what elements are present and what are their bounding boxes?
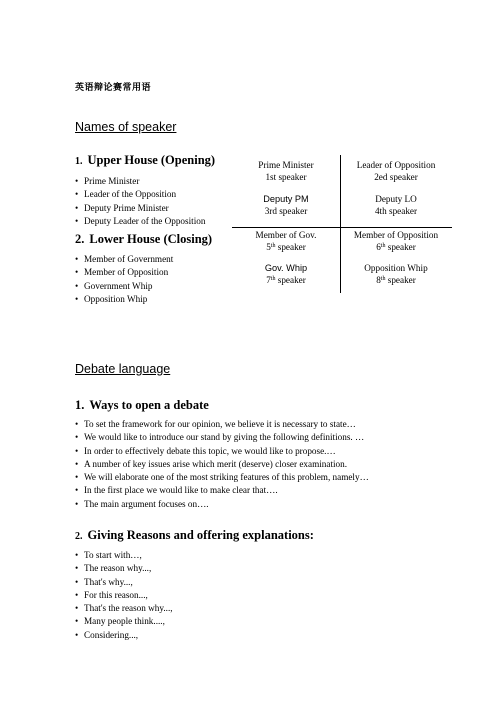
speaker-order: 5th speaker	[266, 241, 306, 252]
list-item: • A number of key issues arise which merit (deserve) closer examination.	[75, 458, 369, 471]
list-item: • For this reason...,	[75, 589, 173, 602]
list-item: • Deputy Leader of the Opposition	[75, 215, 205, 228]
list-item: • The main argument focuses on….	[75, 498, 369, 511]
subheading-text: Giving Reasons and offering explanations:	[87, 528, 314, 542]
speaker-role: Gov. Whip	[264, 263, 308, 273]
list-item: • Member of Opposition	[75, 266, 173, 279]
list-item: • To set the framework for our opinion, we believe it is necessary to state…	[75, 418, 369, 431]
speaker-role: Prime Minister	[258, 160, 314, 170]
speaker-order: 4th speaker	[374, 205, 418, 216]
giving-reasons-list	[75, 549, 173, 642]
list-item: • Prime Minister	[75, 175, 205, 188]
table-cell-deputy-lo	[342, 194, 450, 217]
subheading-open-debate	[75, 398, 209, 413]
list-item: • Leader of the Opposition	[75, 188, 205, 201]
section-heading-debate-language: Debate language	[75, 362, 171, 376]
table-cell-deputy-pm	[232, 194, 340, 217]
document-title: 英语辩论赛常用语	[75, 83, 152, 93]
speaker-order: 6th speaker	[376, 241, 416, 252]
speaker-order-table	[232, 155, 452, 293]
speaker-order: 2ed speaker	[374, 171, 418, 182]
list-item: • Opposition Whip	[75, 293, 173, 306]
table-cell-member-of-gov	[232, 230, 340, 253]
speaker-order: 3rd speaker	[264, 205, 308, 216]
table-cell-leader-of-opposition	[342, 160, 450, 183]
subheading-number: 1.	[75, 156, 83, 167]
table-cell-member-of-opposition	[342, 230, 450, 253]
open-debate-list	[75, 418, 369, 511]
speaker-role: Deputy LO	[375, 194, 417, 204]
speaker-order: 7th speaker	[266, 274, 306, 285]
subheading-giving-reasons	[75, 528, 314, 543]
speaker-role: Deputy PM	[263, 194, 309, 204]
section-heading-names-of-speaker: Names of speaker	[75, 120, 177, 134]
list-item: • We would like to introduce our stand by giving the following definitions. …	[75, 431, 369, 444]
list-item: • That's the reason why...,	[75, 602, 173, 615]
list-item: • In order to effectively debate this topic, we would like to propose.…	[75, 445, 369, 458]
speaker-role: Member of Opposition	[353, 230, 439, 240]
list-item: • Government Whip	[75, 280, 173, 293]
speaker-order: 8th speaker	[376, 274, 416, 285]
list-item: • To start with…,	[75, 549, 173, 562]
subheading-upper-house	[75, 153, 215, 168]
subheading-text: Upper House (Opening)	[87, 153, 216, 167]
table-cell-opposition-whip	[342, 263, 450, 286]
subheading-number: 1.	[75, 398, 85, 412]
speaker-order: 1st speaker	[265, 171, 307, 182]
speaker-role: Leader of Opposition	[356, 160, 436, 170]
subheading-number: 2.	[75, 531, 83, 542]
subheading-text: Ways to open a debate	[89, 398, 209, 412]
table-cell-prime-minister	[232, 160, 340, 183]
list-item: • Considering...,	[75, 629, 173, 642]
upper-house-list	[75, 175, 205, 228]
table-cell-gov-whip	[232, 263, 340, 286]
list-item: • We will elaborate one of the most striking features of this problem, namely…	[75, 471, 369, 484]
table-horizontal-divider	[232, 227, 452, 228]
table-vertical-divider	[340, 155, 341, 293]
list-item: • Many people think....,	[75, 615, 173, 628]
subheading-lower-house	[75, 232, 212, 247]
list-item: • Member of Government	[75, 253, 173, 266]
speaker-role: Member of Gov.	[255, 230, 317, 240]
list-item: • The reason why...,	[75, 562, 173, 575]
subheading-number: 2.	[75, 232, 85, 246]
list-item: • Deputy Prime Minister	[75, 202, 205, 215]
list-item: • That's why...,	[75, 576, 173, 589]
subheading-text: Lower House (Closing)	[89, 232, 213, 246]
list-item: • In the first place we would like to make clear that….	[75, 484, 369, 497]
speaker-role: Opposition Whip	[364, 263, 428, 273]
lower-house-list	[75, 253, 173, 306]
